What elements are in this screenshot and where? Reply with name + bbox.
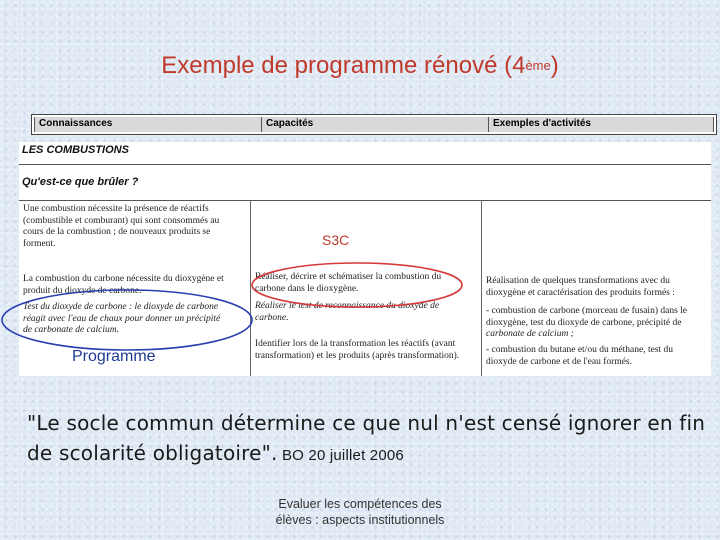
text-line: carbone.	[255, 312, 289, 323]
slide-footer	[240, 496, 480, 528]
header-connaissances: Connaissances	[34, 117, 262, 132]
header-capacites: Capacités	[261, 117, 489, 132]
text-line: La combustion du carbone nécessite du dioxygène et	[23, 274, 224, 284]
text-line: dioxygène et caractérisation des produits formés :	[486, 287, 675, 298]
text-line: dioxyde de carbone et de l'eau formés.	[486, 356, 632, 367]
quote-source: BO 20 juillet 2006	[277, 447, 404, 464]
quote-text: "Le socle commun détermine ce que nul n'est censé ignorer en fin de scolarité obligatoire".	[27, 411, 706, 465]
text-line: - combustion de carbone (morceau de fusain) dans le	[486, 306, 688, 316]
slide-title-superscript: ème	[525, 58, 551, 73]
text-line: - combustion du butane et/ou du méthane, test du	[486, 345, 674, 355]
text-line: Réaliser, décrire et schématiser la combustion du	[255, 272, 442, 282]
slide-title-end: )	[550, 52, 559, 79]
text-line: Identifier lors de la transformation les réactifs (avant	[255, 339, 456, 349]
text-line: Test du dioxyde de carbone : le dioxyde de carbone	[23, 302, 219, 312]
text-line: forment.	[23, 238, 56, 249]
text-line: de carbonate de calcium.	[23, 325, 120, 335]
blue-highlight-ellipse	[2, 290, 252, 350]
section-question: Qu'est-ce que brûler ?	[22, 176, 139, 188]
text-line: transformation) et les produits (après transformation).	[255, 350, 460, 361]
text-line: carbone dans le dioxygène.	[255, 283, 359, 294]
programme-label: Programme	[72, 348, 156, 365]
text-line: dioxygène, test du dioxyde de carbone, précipité de	[486, 317, 682, 328]
header-exemples-activites: Exemples d'activités	[488, 117, 714, 132]
text-line: cours de la combustion ; de nouveaux produits se	[23, 227, 211, 237]
socle-quote	[27, 408, 707, 471]
red-highlight-ellipse	[252, 263, 462, 307]
section-title: LES COMBUSTIONS	[22, 144, 129, 156]
text-line: réagit avec l'eau de chaux pour donner un précipité	[23, 313, 221, 324]
text-line: Réalisation de quelques transformations avec du	[486, 276, 670, 286]
text-line: carbonate de calcium ;	[486, 329, 574, 339]
slide-title-main: Exemple de programme rénové (4	[161, 52, 526, 79]
text-line: produit du dioxyde de carbone.	[23, 285, 142, 296]
text-line: Une combustion nécessite la présence de réactifs	[23, 204, 209, 214]
text-line: (combustible et comburant) qui sont consommés au	[23, 215, 220, 226]
s3c-label: S3C	[322, 232, 350, 248]
footer-line-2: élèves : aspects institutionnels	[275, 513, 445, 527]
text-line: Réaliser le test de reconnaissance du dioxyde de	[255, 301, 440, 311]
footer-line-1: Evaluer les compétences des	[278, 497, 442, 511]
